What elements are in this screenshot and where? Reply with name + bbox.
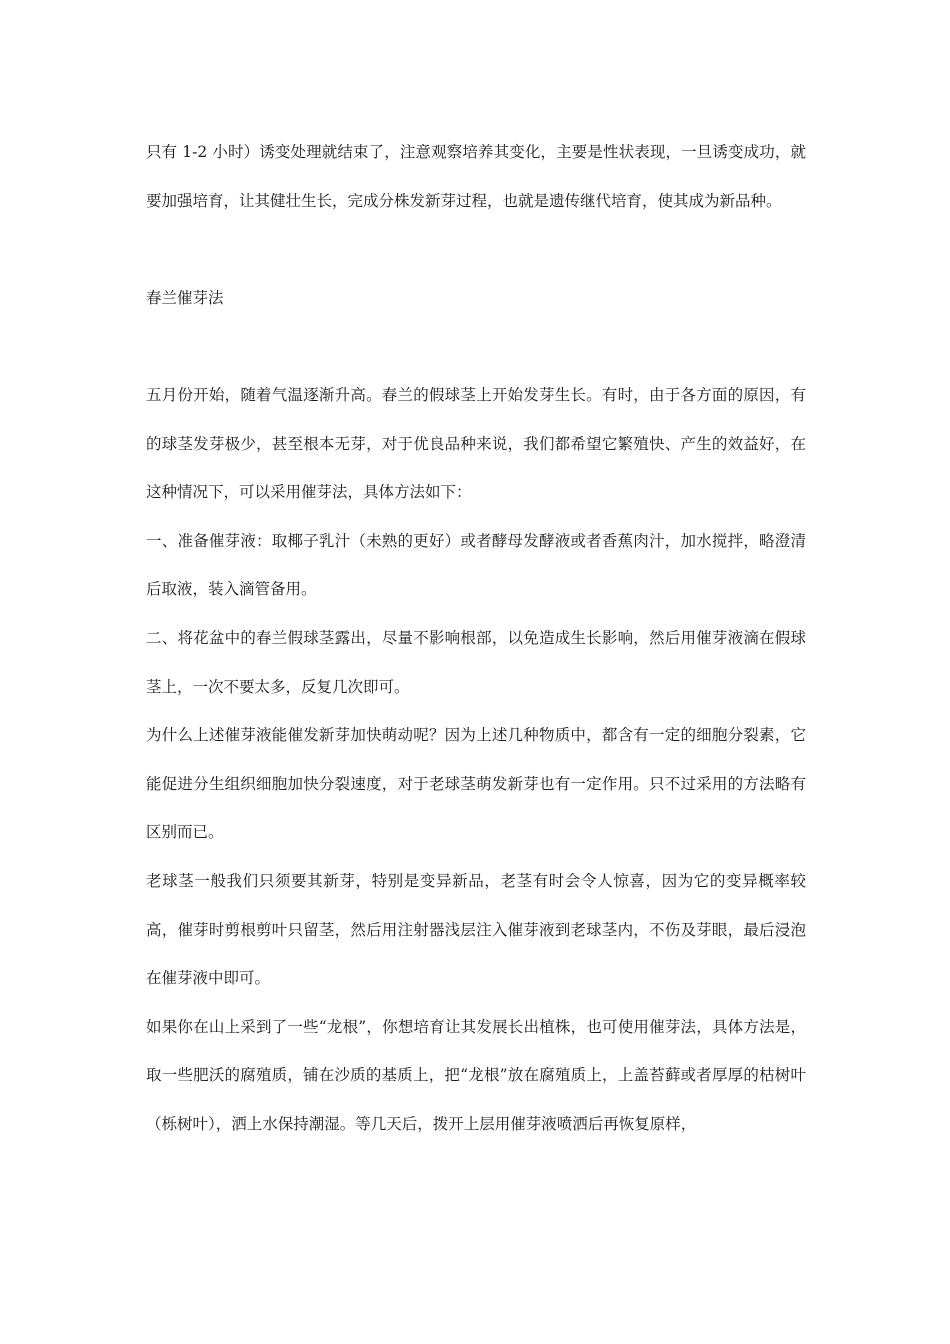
paragraph-dragon-root: 如果你在山上采到了一些“龙根”，你想培育让其发展长出植株，也可使用催芽法，具体方法是，取一些肥沃的腐殖质，铺在沙质的基质上，把“龙根”放在腐殖质上，上盖苔藓或者厚厚的枯树叶（栎树叶），洒上水保持潮湿。等几天后，拨开上层用催芽液喷洒后再恢复原样，	[146, 1017, 806, 1133]
section-heading: 春兰催芽法	[146, 288, 224, 307]
paragraph-spacer	[146, 322, 806, 371]
paragraph-intro-continuation: 只有 1-2 小时）诱变处理就结束了，注意观察培养其变化，主要是性状表现，一旦诱变成功，就要加强培育，让其健壮生长，完成分株发新芽过程，也就是遗传继代培育，使其成为新品种。	[146, 143, 806, 210]
document-body	[146, 128, 806, 1148]
paragraph-step-one: 一、准备催芽液：取椰子乳汁（未熟的更好）或者酵母发酵液或者香蕉肉汁，加水搅拌，略澄清后取液，装入滴管备用。	[146, 531, 806, 599]
paragraph-spacer	[146, 225, 806, 274]
paragraph-step-two: 二、将花盆中的春兰假球茎露出，尽量不影响根部，以免造成生长影响，然后用催芽液滴在假球茎上，一次不要太多，反复几次即可。	[146, 628, 806, 696]
paragraph-why: 为什么上述催芽液能催发新芽加快萌动呢？因为上述几种物质中，都含有一定的细胞分裂素，它能促进分生组织细胞加快分裂速度，对于老球茎萌发新芽也有一定作用。只不过采用的方法略有区别而已。	[146, 726, 806, 842]
paragraph-may-growth: 五月份开始，随着气温逐渐升高。春兰的假球茎上开始发芽生长。有时，由于各方面的原因，有的球茎发芽极少，甚至根本无芽，对于优良品种来说，我们都希望它繁殖快、产生的效益好，在这种情况下，可以采用催芽法，具体方法如下：	[146, 385, 806, 502]
paragraph-old-bulb: 老球茎一般我们只须要其新芽，特别是变异新品，老茎有时会令人惊喜，因为它的变异概率较高，催芽时剪根剪叶只留茎，然后用注射器浅层注入催芽液到老球茎内，不伤及芽眼，最后浸泡在催芽液中即可。	[146, 871, 806, 988]
